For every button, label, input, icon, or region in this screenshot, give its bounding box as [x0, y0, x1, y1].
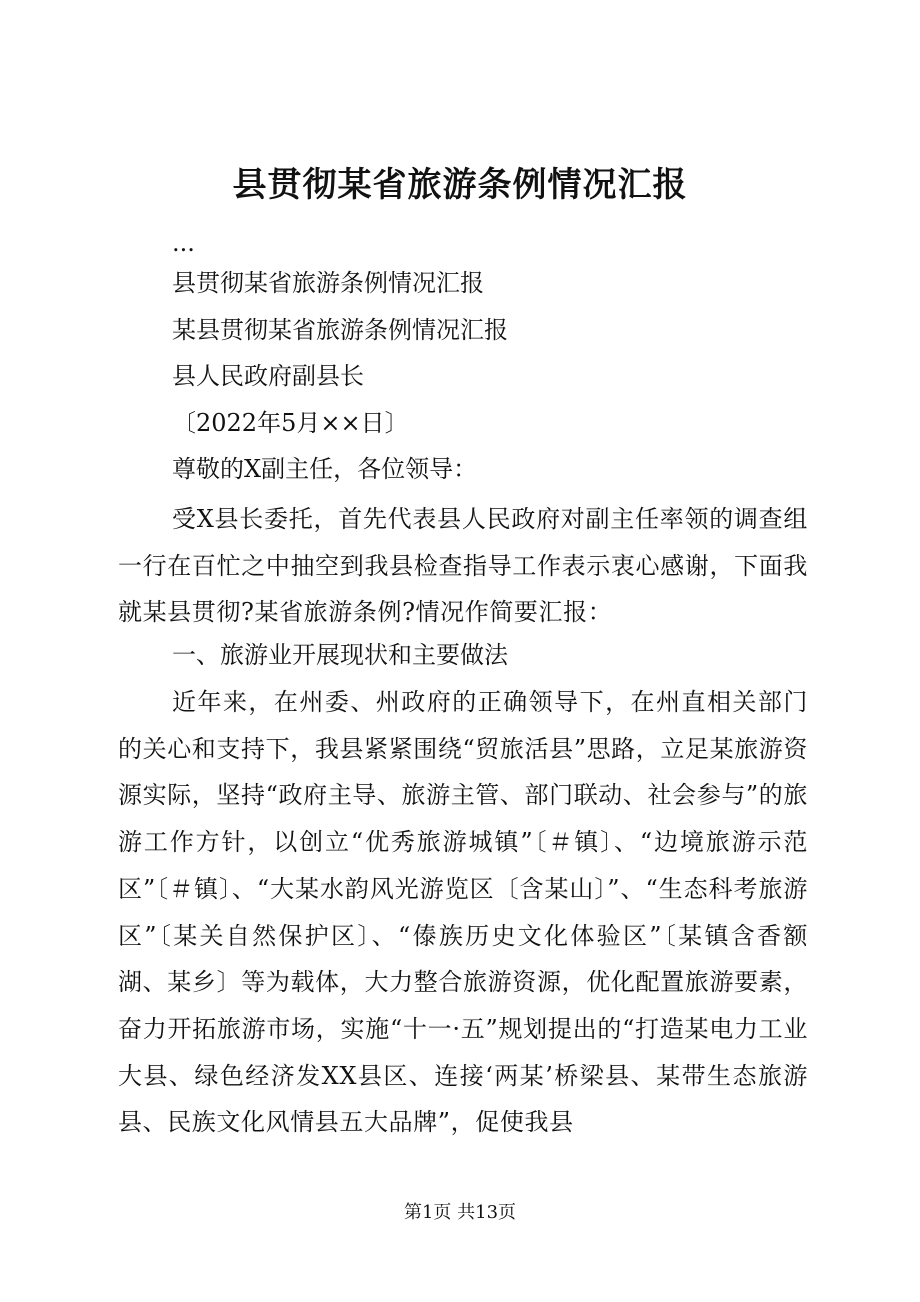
section-heading: 一、旅游业开展现状和主要做法 [172, 641, 508, 669]
author-line: 县人民政府副县长 [172, 362, 364, 390]
salutation-line: 尊敬的X副主任，各位领导： [172, 455, 478, 483]
body-paragraph: 近年来，在州委、州政府的正确领导下，在州直相关部门的关心和支持下，我县紧紧围绕“贸旅活县”思路，立足某旅游资源实际，坚持“政府主导、旅游主管、部门联动、社会参与”的旅游工作方针，以创立“优秀旅游城镇”〔＃镇〕、“边境旅游示范区”〔＃镇〕、“大某水韵风光游览区〔含某山〕”、“生态科考旅游区”〔某关自然保护区〕、“傣族历史文化体验区”〔某镇含香额湖、某乡〕等为载体，大力整合旅游资源，优化配置旅游要素，奋力开拓旅游市场，实施“十一·五”规划提出的“打造某电力工业大县、绿色经济发XX县区、连接‘两某’桥梁县、某带生态旅游县、民族文化风情县五大品牌”，促使我县 [118, 688, 808, 1137]
report-title-line: 某县贯彻某省旅游条例情况汇报 [172, 316, 508, 344]
subtitle-line: 县贯彻某省旅游条例情况汇报 [172, 269, 484, 297]
page-footer: 第1页 共13页 [403, 1202, 517, 1223]
ellipsis-text: ... [172, 229, 195, 257]
document-title: 县贯彻某省旅游条例情况汇报 [232, 165, 688, 205]
intro-paragraph: 受X县长委托，首先代表县人民政府对副主任率领的调查组一行在百忙之中抽空到我县检查指导工作表示衷心感谢，下面我就某县贯彻?某省旅游条例?情况作简要汇报： [118, 505, 808, 627]
date-line: 〔2022年5月××日〕 [172, 409, 409, 437]
